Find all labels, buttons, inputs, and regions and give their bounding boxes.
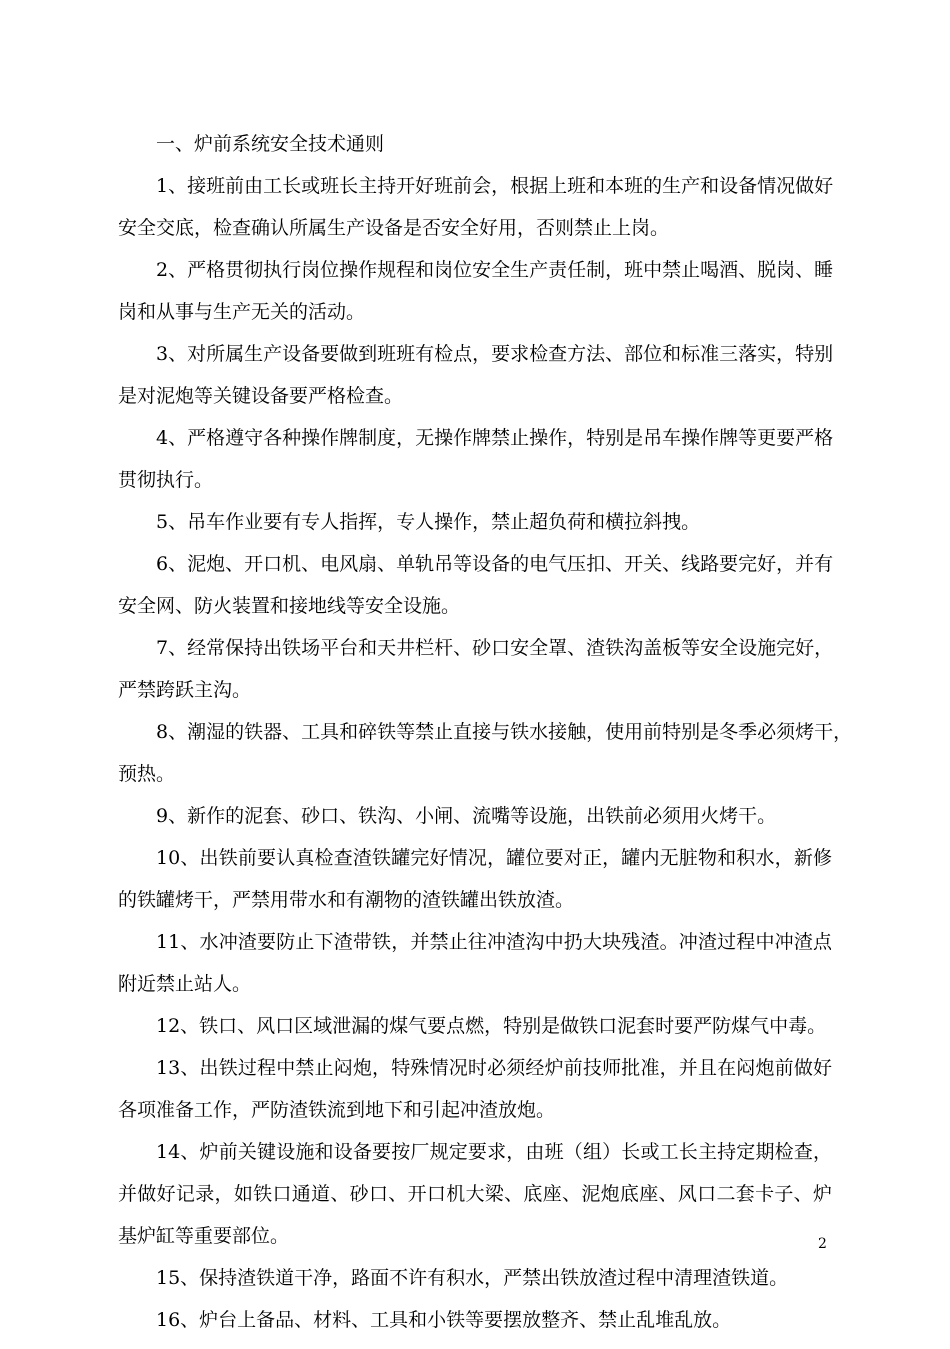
paragraph-line: 基炉缸等重要部位。 <box>118 1225 290 1247</box>
paragraph-line: 15、保持渣铁道干净，路面不许有积水，严禁出铁放渣过程中清理渣铁道。 <box>156 1267 789 1289</box>
paragraph-line: 14、炉前关键设施和设备要按厂规定要求，由班（组）长或工长主持定期检查， <box>156 1141 832 1163</box>
rule-paragraph <box>118 173 832 242</box>
rule-paragraph <box>118 341 832 410</box>
paragraph-line: 并做好记录，如铁口通道、砂口、开口机大梁、底座、泥炮底座、风口二套卡子、炉 <box>118 1183 832 1205</box>
rule-paragraph <box>118 845 832 914</box>
paragraph-line: 11、水冲渣要防止下渣带铁，并禁止往冲渣沟中扔大块残渣。冲渣过程中冲渣点 <box>156 931 832 953</box>
paragraph-line: 附近禁止站人。 <box>118 973 252 995</box>
paragraph-line: 是对泥炮等关键设备要严格检查。 <box>118 385 404 407</box>
paragraph-line: 岗和从事与生产无关的活动。 <box>118 301 366 323</box>
rule-paragraph <box>118 803 832 830</box>
rule-paragraph <box>118 719 853 788</box>
rule-paragraph <box>118 929 832 998</box>
paragraph-line: 安全网、防火装置和接地线等安全设施。 <box>118 595 461 617</box>
document-body <box>118 131 853 1349</box>
rule-paragraph <box>118 1307 832 1334</box>
paragraph-line: 16、炉台上备品、材料、工具和小铁等要摆放整齐、禁止乱堆乱放。 <box>156 1309 732 1331</box>
paragraph-line: 2、严格贯彻执行岗位操作规程和岗位安全生产责任制，班中禁止喝酒、脱岗、睡 <box>156 259 834 281</box>
paragraph-line: 8、潮湿的铁器、工具和碎铁等禁止直接与铁水接触，使用前特别是冬季必须烤干， <box>156 721 853 743</box>
paragraph-line: 4、严格遵守各种操作牌制度，无操作牌禁止操作，特别是吊车操作牌等更要严格 <box>156 427 834 449</box>
paragraph-line: 9、新作的泥套、砂口、铁沟、小闸、流嘴等设施，出铁前必须用火烤干。 <box>156 805 777 827</box>
paragraph-line: 各项准备工作，严防渣铁流到地下和引起冲渣放炮。 <box>118 1099 556 1121</box>
rule-paragraph <box>118 1013 832 1040</box>
paragraph-line: 安全交底，检查确认所属生产设备是否安全好用，否则禁止上岗。 <box>118 217 670 239</box>
paragraph-line: 5、吊车作业要有专人指挥，专人操作，禁止超负荷和横拉斜拽。 <box>156 511 701 533</box>
paragraph-line: 预热。 <box>118 763 176 785</box>
rule-paragraph <box>118 1139 832 1250</box>
rule-paragraph <box>118 635 832 704</box>
rule-paragraph <box>118 509 832 536</box>
paragraph-line: 1、接班前由工长或班长主持开好班前会，根据上班和本班的生产和设备情况做好 <box>156 175 834 197</box>
paragraph-line: 6、泥炮、开口机、电风扇、单轨吊等设备的电气压扣、开关、线路要完好，并有 <box>156 553 834 575</box>
paragraph-line: 10、出铁前要认真检查渣铁罐完好情况，罐位要对正，罐内无脏物和积水，新修 <box>156 847 832 869</box>
paragraph-line: 13、出铁过程中禁止闷炮，特殊情况时必须经炉前技师批准，并且在闷炮前做好 <box>156 1057 832 1079</box>
paragraph-line: 7、经常保持出铁场平台和天井栏杆、砂口安全罩、渣铁沟盖板等安全设施完好， <box>156 637 834 659</box>
page-number: 2 <box>818 1236 827 1252</box>
rule-paragraph <box>118 257 832 326</box>
rule-paragraph <box>118 1265 832 1292</box>
rule-paragraph <box>118 425 832 494</box>
paragraph-line: 3、对所属生产设备要做到班班有检点，要求检查方法、部位和标准三落实，特别 <box>156 343 834 365</box>
paragraph-line: 贯彻执行。 <box>118 469 214 491</box>
paragraph-line: 严禁跨跃主沟。 <box>118 679 252 701</box>
rule-paragraph <box>118 551 832 620</box>
rule-paragraph <box>118 1055 832 1124</box>
paragraph-list <box>118 173 853 1334</box>
section-heading: 一、炉前系统安全技术通则 <box>156 133 385 155</box>
paragraph-line: 12、铁口、风口区域泄漏的煤气要点燃，特别是做铁口泥套时要严防煤气中毒。 <box>156 1015 827 1037</box>
paragraph-line: 的铁罐烤干，严禁用带水和有潮物的渣铁罐出铁放渣。 <box>118 889 575 911</box>
